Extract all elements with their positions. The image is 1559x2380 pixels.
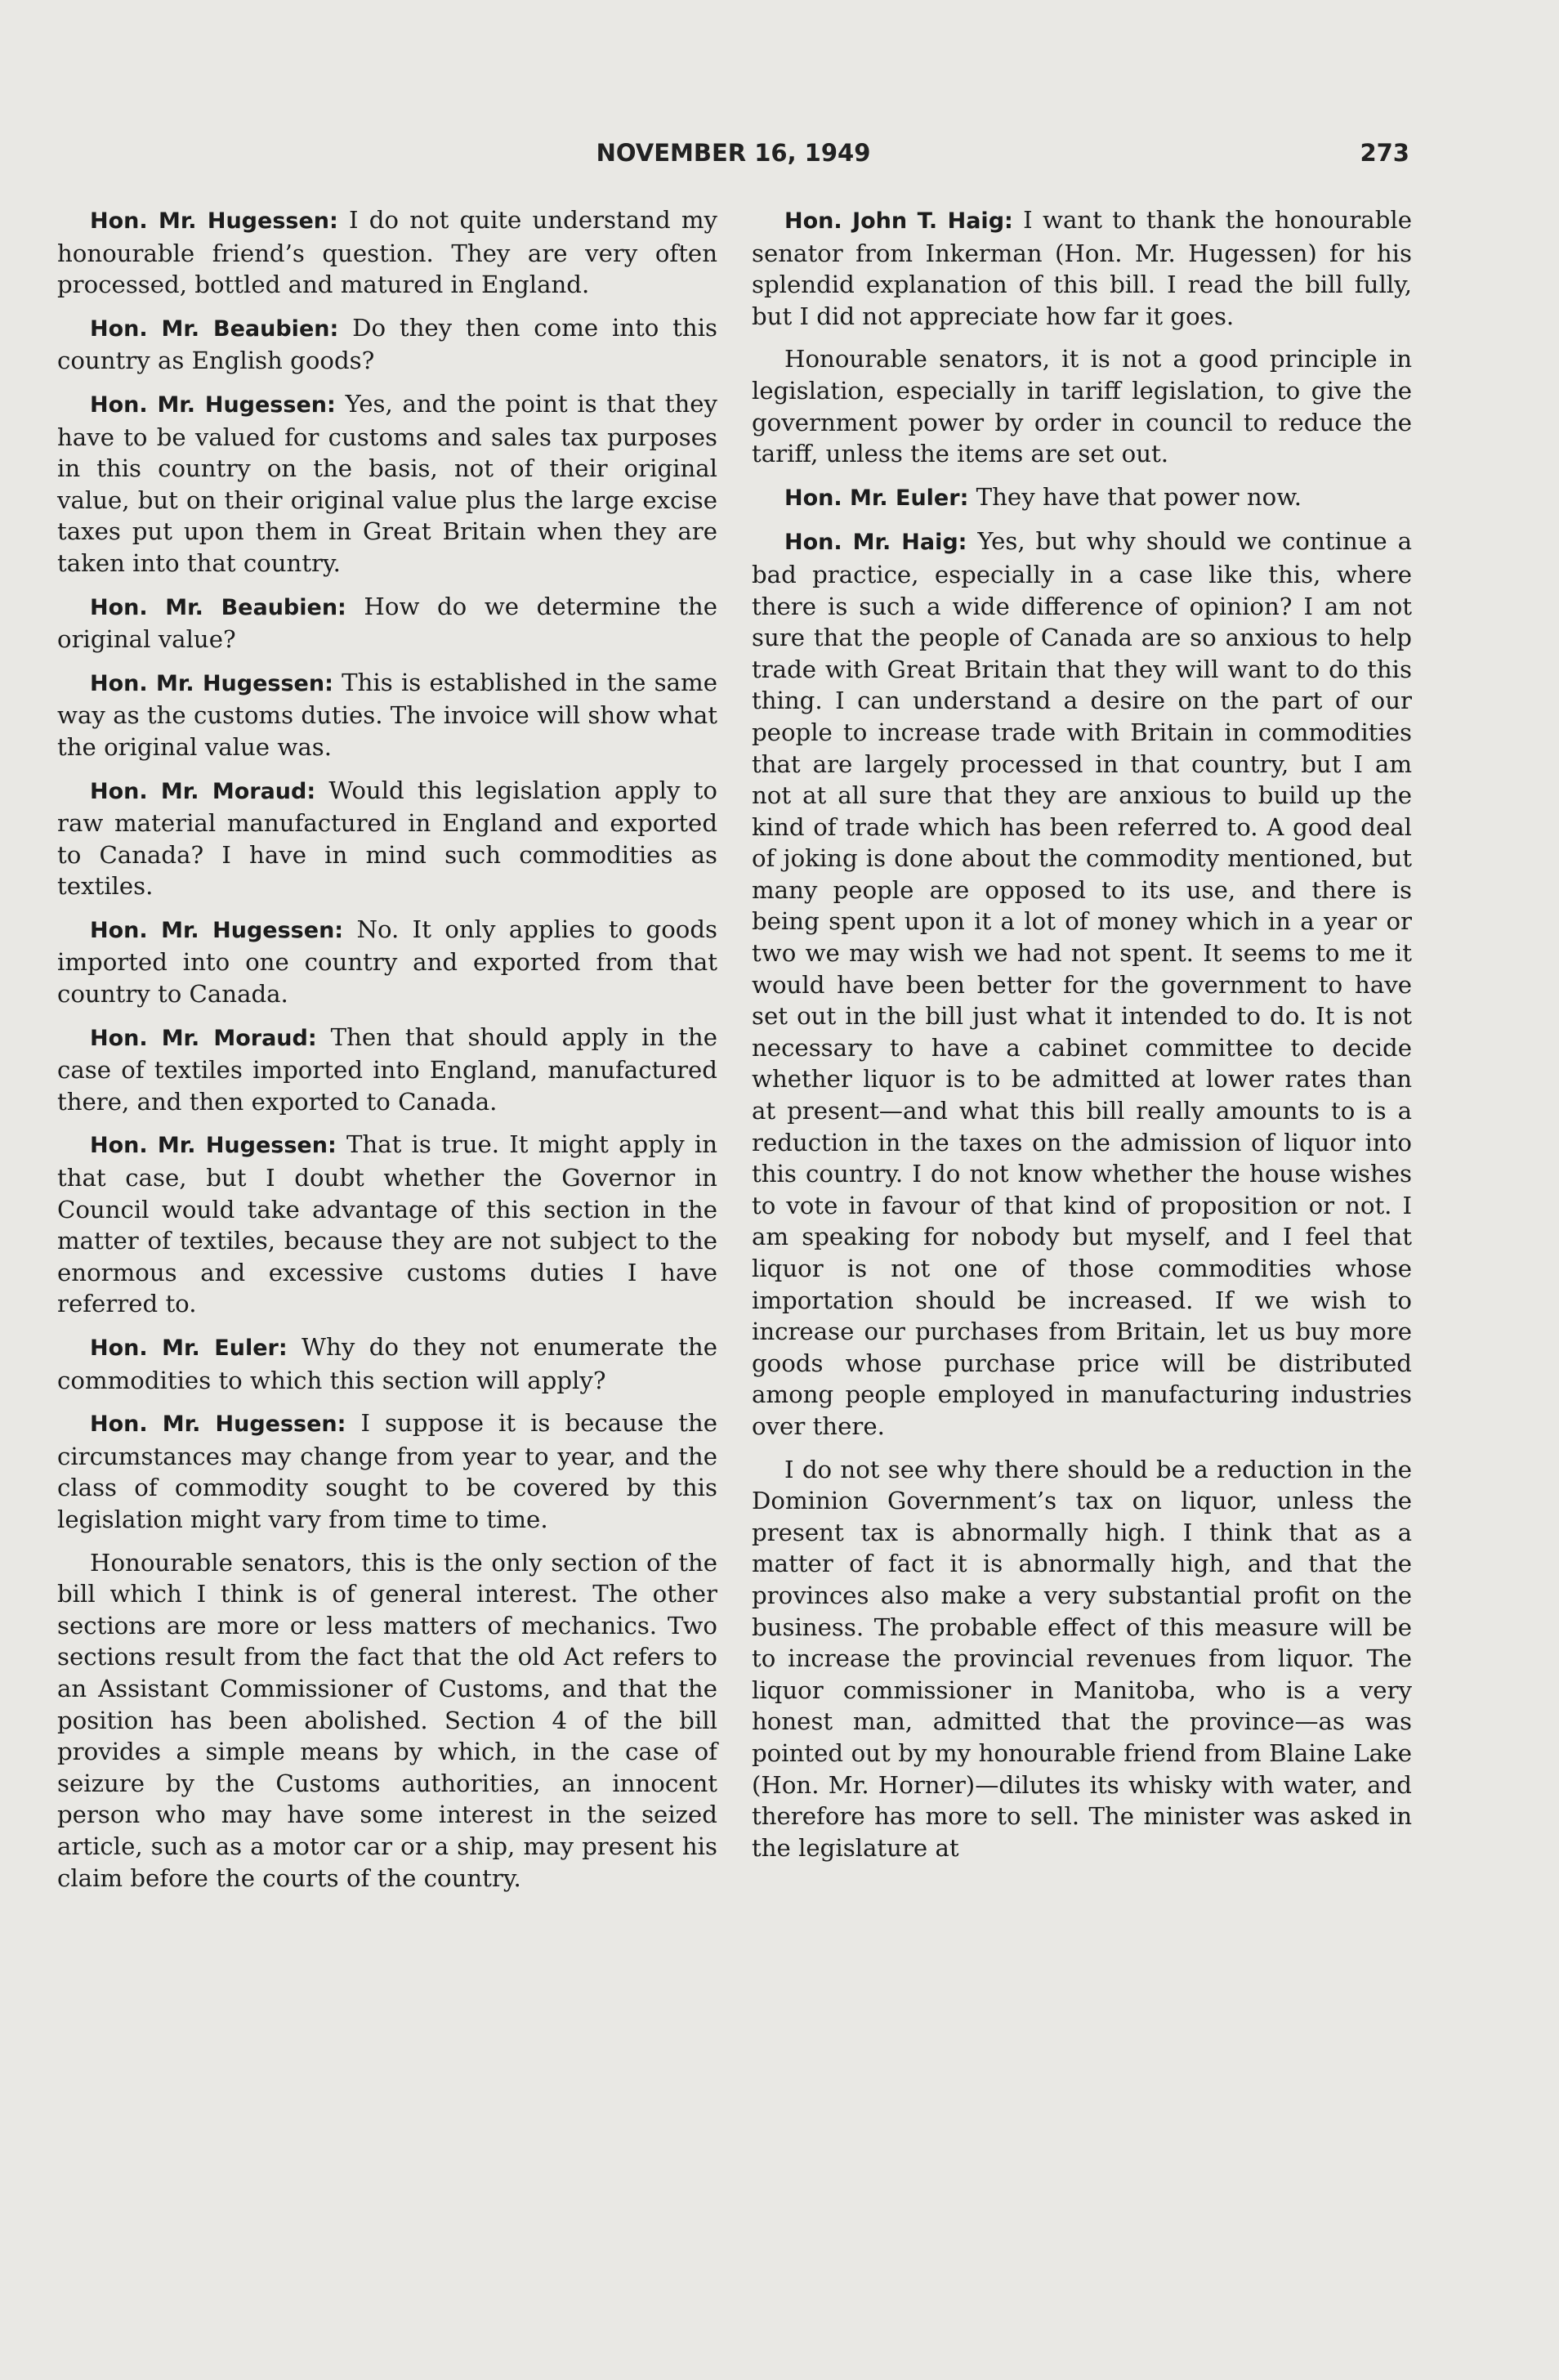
paragraph-text: They have that power now.	[976, 482, 1302, 511]
paragraph	[57, 914, 717, 1010]
paragraph	[752, 481, 1412, 515]
speaker-name: Hon. Mr. Hugessen:	[90, 1411, 346, 1438]
paragraph	[752, 526, 1412, 1442]
speaker-name: Hon. John T. Haig:	[784, 208, 1013, 234]
paragraph-text: No. It only applies to goods imported into one country and exported from that country to Canada.	[57, 915, 718, 1009]
paragraph	[57, 591, 717, 655]
paragraph-text: Honourable senators, it is not a good principle in legislation, especially in tariff legislation, to give the government power by order in council to reduce the tariff, unless the items are set out.	[752, 345, 1412, 468]
page-title: NOVEMBER 16, 1949	[596, 139, 871, 167]
paragraph	[57, 1022, 717, 1118]
paragraph	[57, 312, 717, 377]
paragraph	[752, 204, 1412, 332]
paragraph-text: Honourable senators, this is the only section of the bill which I think is of general interest. The other sections are more or less matters of mechanics. Two sections result from the fact that the old Act refers to an Assistant Commissioner of Customs, and that the position has been abolished. Section 4 of the bill provides a simple means by which, in the case of seizure by the Customs authorities, an innocent person who may have some interest in the seized article, such as a motor car or a ship, may present his claim before the courts of the country.	[57, 1548, 717, 1892]
speaker-name: Hon. Mr. Beaubien:	[90, 315, 339, 342]
paragraph	[57, 388, 717, 579]
paragraph	[57, 1129, 717, 1320]
right-column	[752, 204, 1412, 1875]
speaker-name: Hon. Mr. Hugessen:	[90, 670, 333, 696]
paragraph-text: This is established in the same way as the customs duties. The invoice will show what the original value was.	[57, 668, 717, 761]
paragraph-text: Yes, but why should we continue a bad practice, especially in a case like this, where there is such a wide difference of opinion? I am not sure that the people of Canada are so anxious to help trade with Great Britain that they will want to do this thing. I can understand a desire on the part of our people to increase trade with Britain in commodities that are largely processed in that country, but I am not at all sure that they are anxious to build up the kind of trade which has been referred to. A good deal of joking is done about the commodity mentioned, but many people are opposed to its use, and there is being spent upon it a lot of money which in a year or two we may wish we had not spent. It seems to me it would have been better for the government to have set out in the bill just what it intended to do. It is not necessary to have a cabinet committee to decide whether liquor is to be admitted at lower rates than at present—and what this bill really amounts to is a reduction in the taxes on the admission of liquor into this country. I do not know whether the house wishes to vote in favour of that kind of proposition or not. I am speaking for nobody but myself, and I feel that liquor is not one of those commodities whose importation should be increased. If we wish to increase our purchases from Britain, let us buy more goods whose purchase price will be distributed among people employed in manufacturing industries over there.	[752, 527, 1412, 1440]
speaker-name: Hon. Mr. Hugessen:	[90, 391, 336, 418]
paragraph-text: Why do they not enumerate the commodities to which this section will apply?	[57, 1333, 717, 1394]
paragraph	[57, 775, 717, 902]
paragraph	[57, 1407, 717, 1535]
speaker-name: Hon. Mr. Moraud:	[90, 778, 316, 804]
paragraph-text: That is true. It might apply in that case, but I doubt whether the Governor in Council would take advantage of this section in the matter of textiles, because they are not subject to the enormous and excessive customs duties I have referred to.	[57, 1130, 717, 1318]
paragraph-text: I do not see why there should be a reduction in the Dominion Government’s tax on liquor, unless the present tax is abnormally high. I think that as a matter of fact it is abnormally high, and that the provinces also make a very substantial profit on the business. The probable effect of this measure will be to increase the provincial revenues from liquor. The liquor commissioner in Manitoba, who is a very honest man, admitted that the province—as was pointed out by my honourable friend from Blaine Lake (Hon. Mr. Horner)—dilutes its whisky with water, and therefore has more to sell. The minister was asked in the legislature at	[752, 1455, 1412, 1862]
paragraph	[752, 343, 1412, 469]
paragraph	[57, 667, 717, 763]
paragraph-text: Do they then come into this country as English goods?	[57, 313, 718, 375]
paragraph-text: How do we determine the original value?	[57, 592, 718, 654]
speaker-name: Hon. Mr. Haig:	[784, 530, 967, 556]
paragraph	[57, 204, 717, 301]
page-header	[57, 139, 1409, 180]
paragraph-text: Then that should apply in the case of textiles imported into England, manufactured there, and then exported to Canada.	[57, 1022, 718, 1116]
speaker-name: Hon. Mr. Moraud:	[90, 1025, 317, 1051]
speaker-name: Hon. Mr. Hugessen:	[90, 917, 344, 943]
speaker-name: Hon. Mr. Euler:	[90, 1335, 288, 1361]
paragraph	[57, 1331, 717, 1396]
paragraph-text: Yes, and the point is that they have to be valued for customs and sales tax purposes in this country on the basis, not of their original value, but on their original value plus the large excise taxes put upon them in Great Britain when they are taken into that country.	[57, 389, 717, 577]
paragraph	[752, 1454, 1412, 1864]
paragraph-text: I want to thank the honourable senator from Inkerman (Hon. Mr. Hugessen) for his splendid explanation of this bill. I read the bill fully, but I did not appreciate how far it goes.	[752, 206, 1413, 330]
left-column	[57, 204, 717, 1905]
speaker-name: Hon. Mr. Euler:	[784, 485, 969, 511]
paragraph-text: I suppose it is because the circumstances may change from year to year, and the class of commodity sought to be covered by this legislation might vary from time to time.	[57, 1409, 717, 1533]
paragraph-text: I do not quite understand my honourable friend’s question. They are very often processed, bottled and matured in England.	[57, 206, 718, 299]
speaker-name: Hon. Mr. Hugessen:	[90, 1133, 337, 1159]
page-number: 273	[1360, 139, 1409, 167]
paragraph-text: Would this legislation apply to raw material manufactured in England and exported to Canada? I have in mind such commodities as textiles.	[57, 776, 717, 901]
speaker-name: Hon. Mr. Beaubien:	[90, 594, 346, 620]
speaker-name: Hon. Mr. Hugessen:	[90, 208, 338, 234]
paragraph	[57, 1547, 717, 1895]
